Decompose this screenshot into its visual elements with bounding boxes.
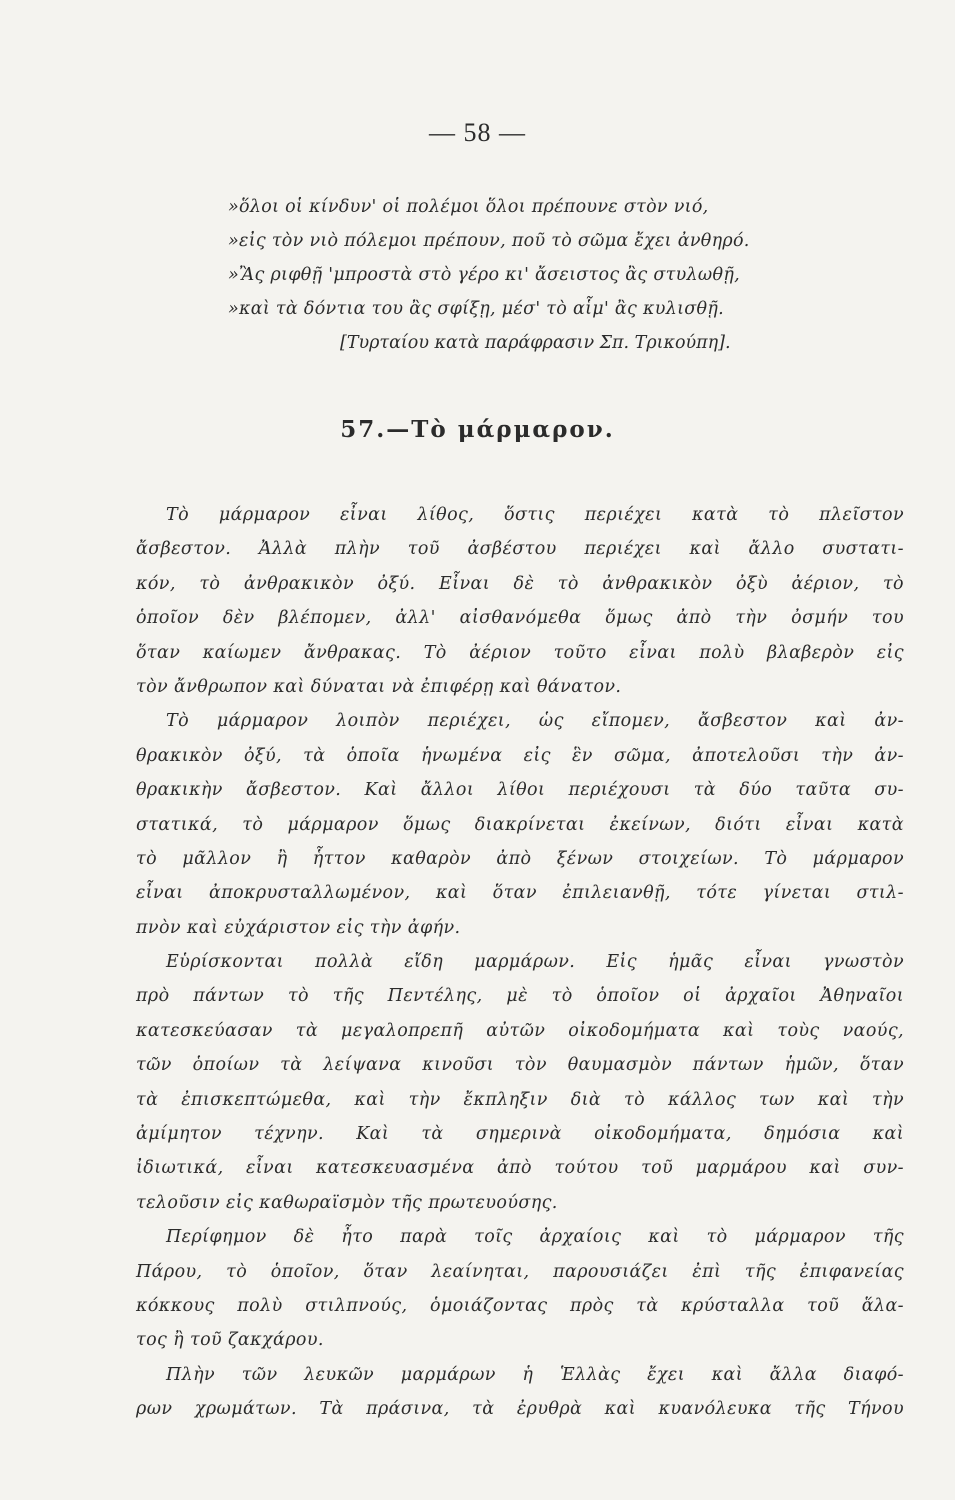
section-heading: 57.—Τὸ μάρμαρον. bbox=[340, 416, 615, 443]
body-text bbox=[136, 498, 904, 1427]
text-line: θρακικὸν ὀξύ, τὰ ὁποῖα ἡνωμένα εἰς ἓν σῶμα, ἀποτελοῦσι τὴν ἀν- bbox=[136, 745, 904, 766]
text-line: τὸν ἄνθρωπον καὶ δύναται νὰ ἐπιφέρῃ καὶ θάνατον. bbox=[136, 676, 622, 697]
poem-line: »εἰς τὸν νιὸ πόλεμοι πρέπουν, ποῦ τὸ σῶμα ἔχει ἀνθηρό. bbox=[228, 231, 750, 251]
text-line: ἄσβεστον. Ἀλλὰ πλὴν τοῦ ἀσβέστου περιέχει καὶ ἄλλο συστατι- bbox=[136, 539, 904, 560]
text-line: κόκκους πολὺ στιλπνούς, ὁμοιάζοντας πρὸς τὰ κρύσταλλα τοῦ ἅλα- bbox=[136, 1295, 904, 1316]
text-line: Εὑρίσκονται πολλὰ εἴδη μαρμάρων. Εἰς ἡμᾶς εἶναι γνωστὸν bbox=[166, 952, 904, 973]
poem-line: »ὅλοι οἱ κίνδυν' οἱ πολέμοι ὅλοι πρέπουνε στὸν νιό, bbox=[228, 197, 709, 217]
poem-line: »Ἂς ριφθῇ 'μπροστὰ στὸ γέρο κι' ἄσειστος ἂς στυλωθῇ, bbox=[228, 265, 740, 285]
text-line: ρων χρωμάτων. Τὰ πράσινα, τὰ ἐρυθρὰ καὶ κυανόλευκα τῆς Τήνου bbox=[136, 1399, 904, 1420]
text-line: πρὸ πάντων τὸ τῆς Πεντέλης, μὲ τὸ ὁποῖον οἱ ἀρχαῖοι Ἀθηναῖοι bbox=[136, 986, 904, 1007]
text-line: ἰδιωτικά, εἶναι κατεσκευασμένα ἀπὸ τούτου τοῦ μαρμάρου καὶ συν- bbox=[136, 1158, 904, 1179]
text-line: ἀμίμητον τέχνην. Καὶ τὰ σημερινὰ οἰκοδομήματα, δημόσια καὶ bbox=[136, 1124, 904, 1145]
poem-excerpt bbox=[228, 190, 868, 360]
paragraph bbox=[136, 498, 904, 704]
text-line: στατικά, τὸ μάρμαρον ὅμως διακρίνεται ἐκείνων, διότι εἶναι κατὰ bbox=[136, 814, 904, 835]
text-line: Πάρου, τὸ ὁποῖον, ὅταν λεαίνηται, παρουσιάζει ἐπὶ τῆς ἐπιφανείας bbox=[136, 1261, 904, 1282]
page-number: — 58 — bbox=[429, 118, 526, 147]
text-line: εἶναι ἀποκρυσταλλωμένον, καὶ ὅταν ἐπιλειανθῇ, τότε γίνεται στιλ- bbox=[136, 883, 904, 904]
paragraph bbox=[136, 945, 904, 1220]
text-line: κόν, τὸ ἀνθρακικὸν ὀξύ. Εἶναι δὲ τὸ ἀνθρακικὸν ὀξὺ ἀέριον, τὸ bbox=[136, 573, 904, 594]
text-line: τῶν ὁποίων τὰ λείψανα κινοῦσι τὸν θαυμασμὸν πάντων ἡμῶν, ὅταν bbox=[136, 1055, 904, 1076]
text-line: κατεσκεύασαν τὰ μεγαλοπρεπῆ αὐτῶν οἰκοδομήματα καὶ τοὺς ναούς, bbox=[136, 1020, 904, 1041]
text-line: ὅταν καίωμεν ἄνθρακας. Τὸ ἀέριον τοῦτο εἶναι πολὺ βλαβερὸν εἰς bbox=[136, 642, 904, 663]
text-line: Τὸ μάρμαρον εἶναι λίθος, ὅστις περιέχει κατὰ τὸ πλεῖστον bbox=[166, 505, 904, 525]
text-line: πνὸν καὶ εὐχάριστον εἰς τὴν ἀφήν. bbox=[136, 917, 461, 938]
poem-attribution: [Τυρταίου κατὰ παράφρασιν Σπ. Τρικούπη]. bbox=[340, 333, 731, 353]
text-line: τος ἢ τοῦ ζακχάρου. bbox=[136, 1330, 324, 1351]
text-line: Πλὴν τῶν λευκῶν μαρμάρων ἡ Ἑλλὰς ἔχει καὶ ἄλλα διαφό- bbox=[166, 1364, 904, 1385]
text-line: τελοῦσιν εἰς καθωραϊσμὸν τῆς πρωτευούσης. bbox=[136, 1192, 558, 1213]
text-line: Τὸ μάρμαρον λοιπὸν περιέχει, ὡς εἴπομεν, ἄσβεστον καὶ ἀν- bbox=[166, 711, 904, 732]
poem-line: »καὶ τὰ δόντια του ἂς σφίξῃ, μέσ' τὸ αἷμ' ἂς κυλισθῇ. bbox=[228, 299, 724, 319]
text-line: θρακικὴν ἄσβεστον. Καὶ ἄλλοι λίθοι περιέχουσι τὰ δύο ταῦτα συ- bbox=[136, 780, 904, 801]
text-line: ὁποῖον δὲν βλέπομεν, ἀλλ' αἰσθανόμεθα ὅμως ἀπὸ τὴν ὀσμήν του bbox=[136, 608, 904, 629]
text-line: τὸ μᾶλλον ἢ ἧττον καθαρὸν ἀπὸ ξένων στοιχείων. Τὸ μάρμαρον bbox=[136, 848, 904, 869]
text-line: τὰ ἐπισκεπτώμεθα, καὶ τὴν ἔκπληξιν διὰ τὸ κάλλος των καὶ τὴν bbox=[136, 1089, 904, 1110]
paragraph bbox=[136, 1220, 904, 1358]
paragraph bbox=[136, 704, 904, 945]
text-line: Περίφημον δὲ ἦτο παρὰ τοῖς ἀρχαίοις καὶ τὸ μάρμαρον τῆς bbox=[166, 1227, 904, 1248]
paragraph bbox=[136, 1358, 904, 1427]
